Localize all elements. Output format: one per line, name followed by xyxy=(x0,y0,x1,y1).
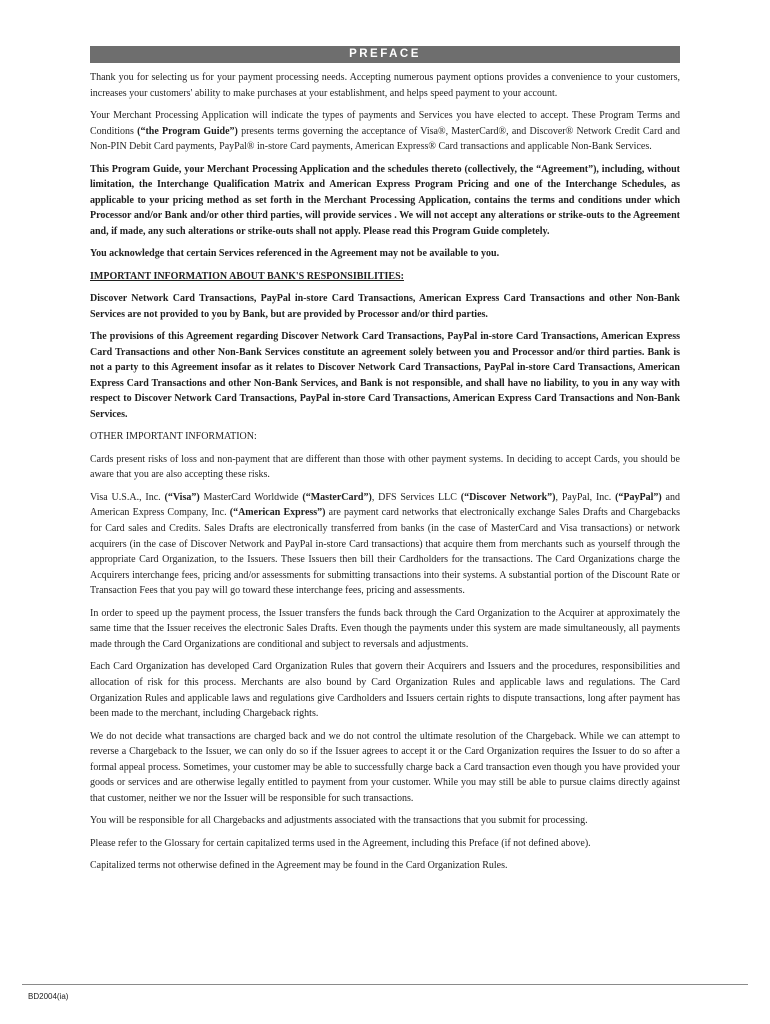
paragraph xyxy=(90,729,680,807)
paragraph xyxy=(90,836,680,852)
defined-term: (“the Program Guide”) xyxy=(137,125,238,137)
section-header-bar xyxy=(90,46,680,63)
paragraph xyxy=(90,606,680,653)
paragraph-text: In order to speed up the payment process, the Issuer transfers the funds back through the Card Organization to the Acquirer at approximately the same time that the Issuer receives the electronic Sales Drafts. Even though the payments under this system are made simultaneously, all payments made through the Card Organizations are conditional and subject to reversals and adjustments. xyxy=(90,607,680,650)
section-title: PREFACE xyxy=(349,48,421,60)
paragraph xyxy=(90,813,680,829)
defined-term: The provisions of this Agreement regarding Discover Network Card Transactions, PayPal in-store Card Transactions, American Express Card Transactions and other Non-Bank Services constitute an agreement solely between you and Processor and/or third parties. Bank is not a party to this Agreement insofar as it relates to Discover Network Card Transactions, PayPal in-store Card Transactions, American Express Card Transactions and other Non-Bank Services, and Bank is not responsible, and shall have no liability, to you in any way with respect to Discover Network Card Transactions, PayPal in-store Card Transactions, American Express Card Transactions and Non-Bank Services. xyxy=(90,331,680,421)
footer-divider xyxy=(22,984,748,985)
paragraph-text: Capitalized terms not otherwise defined in the Agreement may be found in the Card Organization Rules. xyxy=(90,860,508,872)
defined-term: (“MasterCard”) xyxy=(302,491,372,503)
defined-term: (“Visa”) xyxy=(164,491,200,503)
paragraph xyxy=(90,452,680,483)
paragraph xyxy=(90,490,680,599)
paragraph-text: Please refer to the Glossary for certain capitalized terms used in the Agreement, including this Preface (if not defined above). xyxy=(90,837,591,849)
defined-term: (“American Express”) xyxy=(229,507,326,519)
paragraph-text: Your Merchant Processing Application will indicate the types of payments and Services you have elected to accept. These Program Terms and Conditions xyxy=(90,109,680,137)
paragraph-text: , DFS Services LLC xyxy=(371,491,461,503)
paragraph xyxy=(90,429,680,445)
paragraph-text: , PayPal, Inc. xyxy=(555,491,616,503)
paragraph xyxy=(90,108,680,155)
preface-body xyxy=(90,70,680,880)
paragraph xyxy=(90,659,680,721)
defined-term: This Program Guide, your Merchant Processing Application and the schedules thereto (collectively, the “Agreement”), including, without limitation, the Interchange Qualification Matrix and American Express Program Pricing and one of the Interchange Schedules, as applicable to your pricing method as set forth in the Merchant Processing Application, contains the terms and conditions under which Processor and/or Bank and/or other third parties, will provide services . We will not accept any alterations or strike-outs to the Agreement and, if made, any such alterations or strike-outs shall not apply. Please read this Program Guide completely. xyxy=(90,163,680,237)
paragraph-text: presents terms governing the acceptance of Visa®, MasterCard®, and Discover® Network Credit Card and Non-PIN Debit Card payments, PayPal® in-store Card payments, American Express® Card transactions and applicable Non-Bank Services. xyxy=(90,125,681,153)
paragraph xyxy=(90,858,680,874)
paragraph-text: Cards present risks of loss and non-payment that are different than those with other payment systems. In deciding to accept Cards, you should be aware that you are also accepting these risks. xyxy=(90,453,680,481)
paragraph-text: Thank you for selecting us for your payment processing needs. Accepting numerous payment options provides a convenience to your customers, increases your customers' ability to make purchases at your establishment, and helps speed payment to your account. xyxy=(90,72,680,99)
defined-term: (“PayPal”) xyxy=(615,491,662,503)
paragraph-text: Each Card Organization has developed Card Organization Rules that govern their Acquirers and Issuers and the procedures, responsibilities and allocation of risk for this process. Merchants are also bound by Card Organization Rules and applicable laws and regulations. The Card Organization Rules and applicable laws and regulations give Cardholders and Issuers certain rights to dispute transactions, long after payment has been made to the merchant, including Chargeback rights. xyxy=(90,661,680,720)
form-code: BD2004(ia) xyxy=(28,992,69,1001)
paragraph xyxy=(90,329,680,423)
paragraph-text: and American Express Company, Inc. xyxy=(90,491,680,519)
defined-term: (“Discover Network”) xyxy=(460,491,556,503)
paragraph-text: OTHER IMPORTANT INFORMATION: xyxy=(90,431,257,443)
defined-term: IMPORTANT INFORMATION ABOUT BANK'S RESPONSIBILITIES: xyxy=(90,270,404,282)
paragraph-text: Visa U.S.A., Inc. xyxy=(90,491,165,503)
defined-term: You acknowledge that certain Services referenced in the Agreement may not be available to you. xyxy=(90,248,500,260)
paragraph-text: We do not decide what transactions are charged back and we do not control the ultimate resolution of the Chargeback. While we can attempt to reverse a Chargeback to the Issuer, we can only do so if the Issuer agrees to accept it or the Card Organization requires the Issuer to do so after a formal appeal process. Sometimes, your customer may be able to successfully charge back a Card transaction even though you have provided your goods or services and are otherwise legally entitled to payment from your customer. While you may still be able to pursue claims directly against that customer, neither we nor the Issuer will be responsible for such transactions. xyxy=(90,730,680,804)
paragraph xyxy=(90,269,680,285)
paragraph xyxy=(90,246,680,262)
paragraph xyxy=(90,291,680,322)
paragraph-text: You will be responsible for all Chargebacks and adjustments associated with the transactions that you submit for processing. xyxy=(90,815,588,827)
paragraph xyxy=(90,70,680,101)
paragraph-text: MasterCard Worldwide xyxy=(199,491,303,503)
defined-term: Discover Network Card Transactions, PayPal in-store Card Transactions, American Express Card Transactions and other Non-Bank Services are not provided to you by Bank, but are provided by Processor and/or third parties. xyxy=(90,293,680,320)
paragraph xyxy=(90,162,680,240)
paragraph-text: are payment card networks that electronically exchange Sales Drafts and Chargebacks for Card sales and Credits. Sales Drafts are electronically transferred from banks (in the case of MasterCard and Visa transactions) or network acquirers (in the case of Discover Network and PayPal in-store Card transactions) that acquire them from merchants such as yourself through the appropriate Card Organization, to the Issuers. These Issuers then bill their Cardholders for the transactions. The Card Organizations charge the Acquirers interchange fees, pricing and/or assessments for submitting transactions into their systems. A substantial portion of the Discount Rate or Transaction Fees that you pay will go toward these interchange fees, pricing and assessments. xyxy=(90,507,680,597)
